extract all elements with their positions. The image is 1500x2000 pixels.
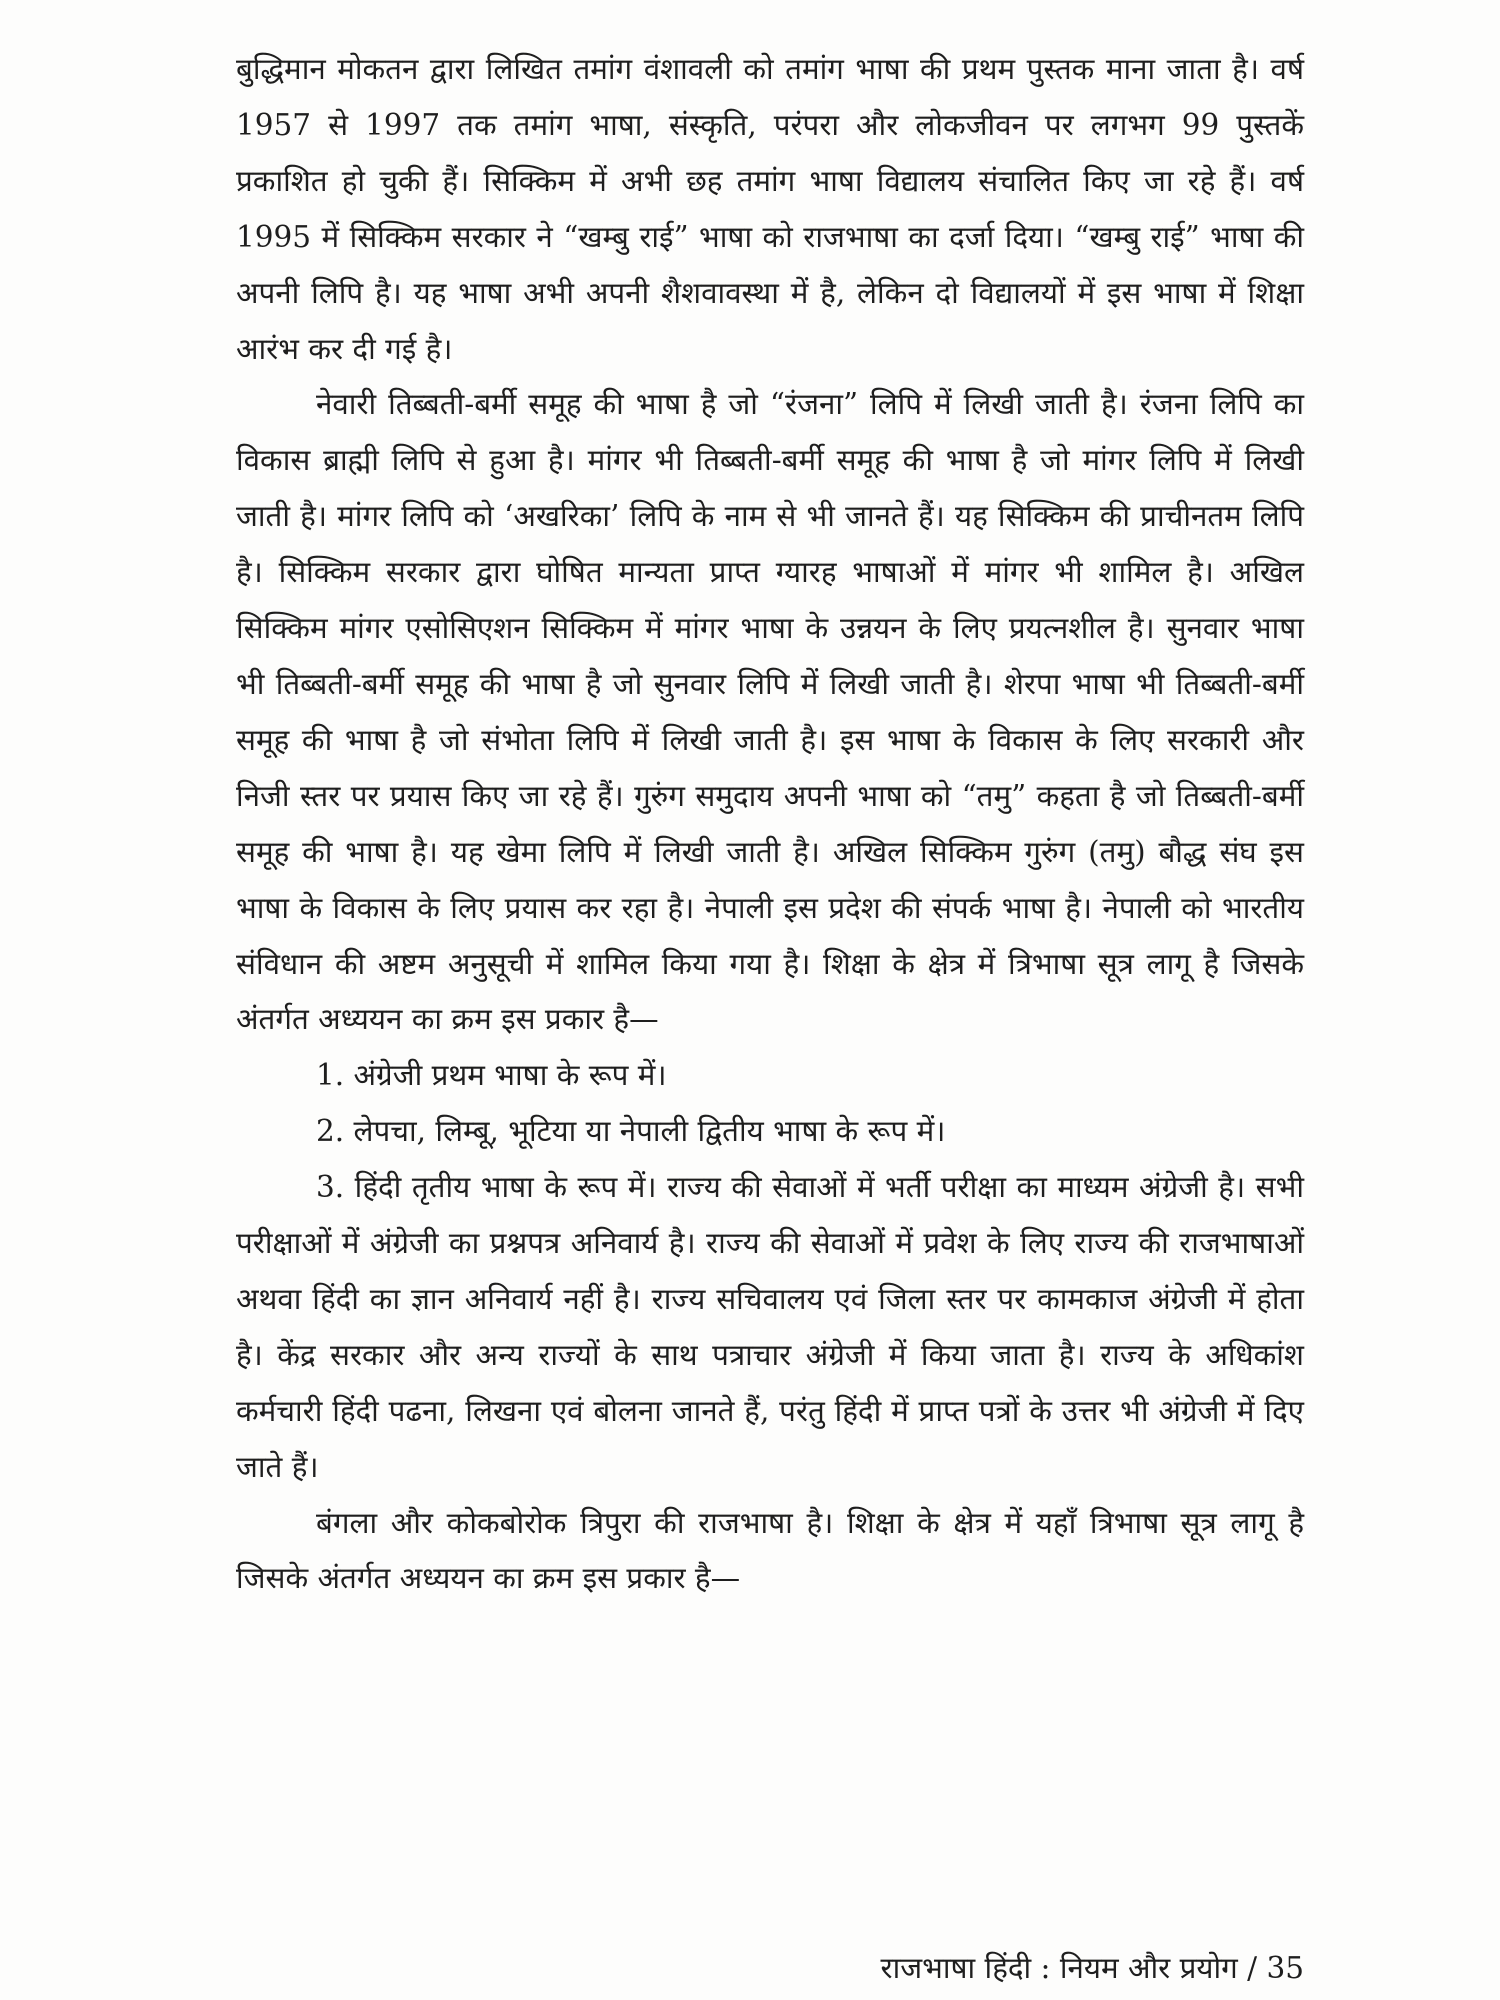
paragraph-tripura: बंगला और कोकबोरोक त्रिपुरा की राजभाषा है। शिक्षा के क्षेत्र में यहाँ त्रिभाषा सूत्र लागू है जिसके अंतर्गत अध्ययन का क्रम इस प्रकार है—: [236, 1505, 1304, 1596]
paragraph-tamang-khambu-rai: बुद्धिमान मोकतन द्वारा लिखित तमांग वंशावली को तमांग भाषा की प्रथम पुस्तक माना जाता है। वर्ष 1957 से 1997 तक तमांग भाषा, संस्कृति, परंपरा और लोकजीवन पर लगभग 99 पुस्तकें प्रकाशित हो चुकी हैं। सिक्किम में अभी छह तमांग भाषा विद्यालय संचालित किए जा रहे हैं। वर्ष 1995 में सिक्किम सरकार ने “खम्बु राई” भाषा को राजभाषा का दर्जा दिया। “खम्बु राई” भाषा की अपनी लिपि है। यह भाषा अभी अपनी शैशवावस्था में है, लेकिन दो विद्यालयों में इस भाषा में शिक्षा आरंभ कर दी गई है।: [236, 52, 1304, 366]
list-item-first-language: 1. अंग्रेजी प्रथम भाषा के रूप में।: [316, 1058, 667, 1093]
list-item-third-language: 3. हिंदी तृतीय भाषा के रूप में। राज्य की सेवाओं में भर्ती परीक्षा का माध्यम अंग्रेजी है। सभी परीक्षाओं में अंग्रेजी का प्रश्नपत्र अनिवार्य है। राज्य की सेवाओं में प्रवेश के लिए राज्य की राजभाषाओं अथवा हिंदी का ज्ञान अनिवार्य नहीं है। राज्य सचिवालय एवं जिला स्तर पर कामकाज अंग्रेजी में होता है। केंद्र सरकार और अन्य राज्यों के साथ पत्राचार अंग्रेजी में किया जाता है। राज्य के अधिकांश कर्मचारी हिंदी पढना, लिखना एवं बोलना जानते हैं, परंतु हिंदी में प्राप्त पत्रों के उत्तर भी अंग्रेजी में दिए जाते हैं।: [236, 1170, 1304, 1484]
page-footer: राजभाषा हिंदी : नियम और प्रयोग / 35: [880, 1951, 1304, 1985]
paragraph-tibeto-burman-languages: नेवारी तिब्बती-बर्मी समूह की भाषा है जो “रंजना” लिपि में लिखी जाती है। रंजना लिपि का विकास ब्राह्मी लिपि से हुआ है। मांगर भी तिब्बती-बर्मी समूह की भाषा है जो मांगर लिपि में लिखी जाती है। मांगर लिपि को ‘अखरिका’ लिपि के नाम से भी जानते हैं। यह सिक्किम की प्राचीनतम लिपि है। सिक्किम सरकार द्वारा घोषित मान्यता प्राप्त ग्यारह भाषाओं में मांगर भी शामिल है। अखिल सिक्किम मांगर एसोसिएशन सिक्किम में मांगर भाषा के उन्नयन के लिए प्रयत्नशील है। सुनवार भाषा भी तिब्बती-बर्मी समूह की भाषा है जो सुनवार लिपि में लिखी जाती है। शेरपा भाषा भी तिब्बती-बर्मी समूह की भाषा है जो संभोता लिपि में लिखी जाती है। इस भाषा के विकास के लिए सरकारी और निजी स्तर पर प्रयास किए जा रहे हैं। गुरुंग समुदाय अपनी भाषा को “तमु” कहता है जो तिब्बती-बर्मी समूह की भाषा है। यह खेमा लिपि में लिखी जाती है। अखिल सिक्किम गुरुंग (तमु) बौद्ध संघ इस भाषा के विकास के लिए प्रयास कर रहा है। नेपाली इस प्रदेश की संपर्क भाषा है। नेपाली को भारतीय संविधान की अष्टम अनुसूची में शामिल किया गया है। शिक्षा के क्षेत्र में त्रिभाषा सूत्र लागू है जिसके अंतर्गत अध्ययन का क्रम इस प्रकार है—: [236, 387, 1304, 1037]
body-text: [236, 42, 1304, 1607]
list-item-second-language: 2. लेपचा, लिम्बू, भूटिया या नेपाली द्वितीय भाषा के रूप में।: [316, 1114, 946, 1149]
